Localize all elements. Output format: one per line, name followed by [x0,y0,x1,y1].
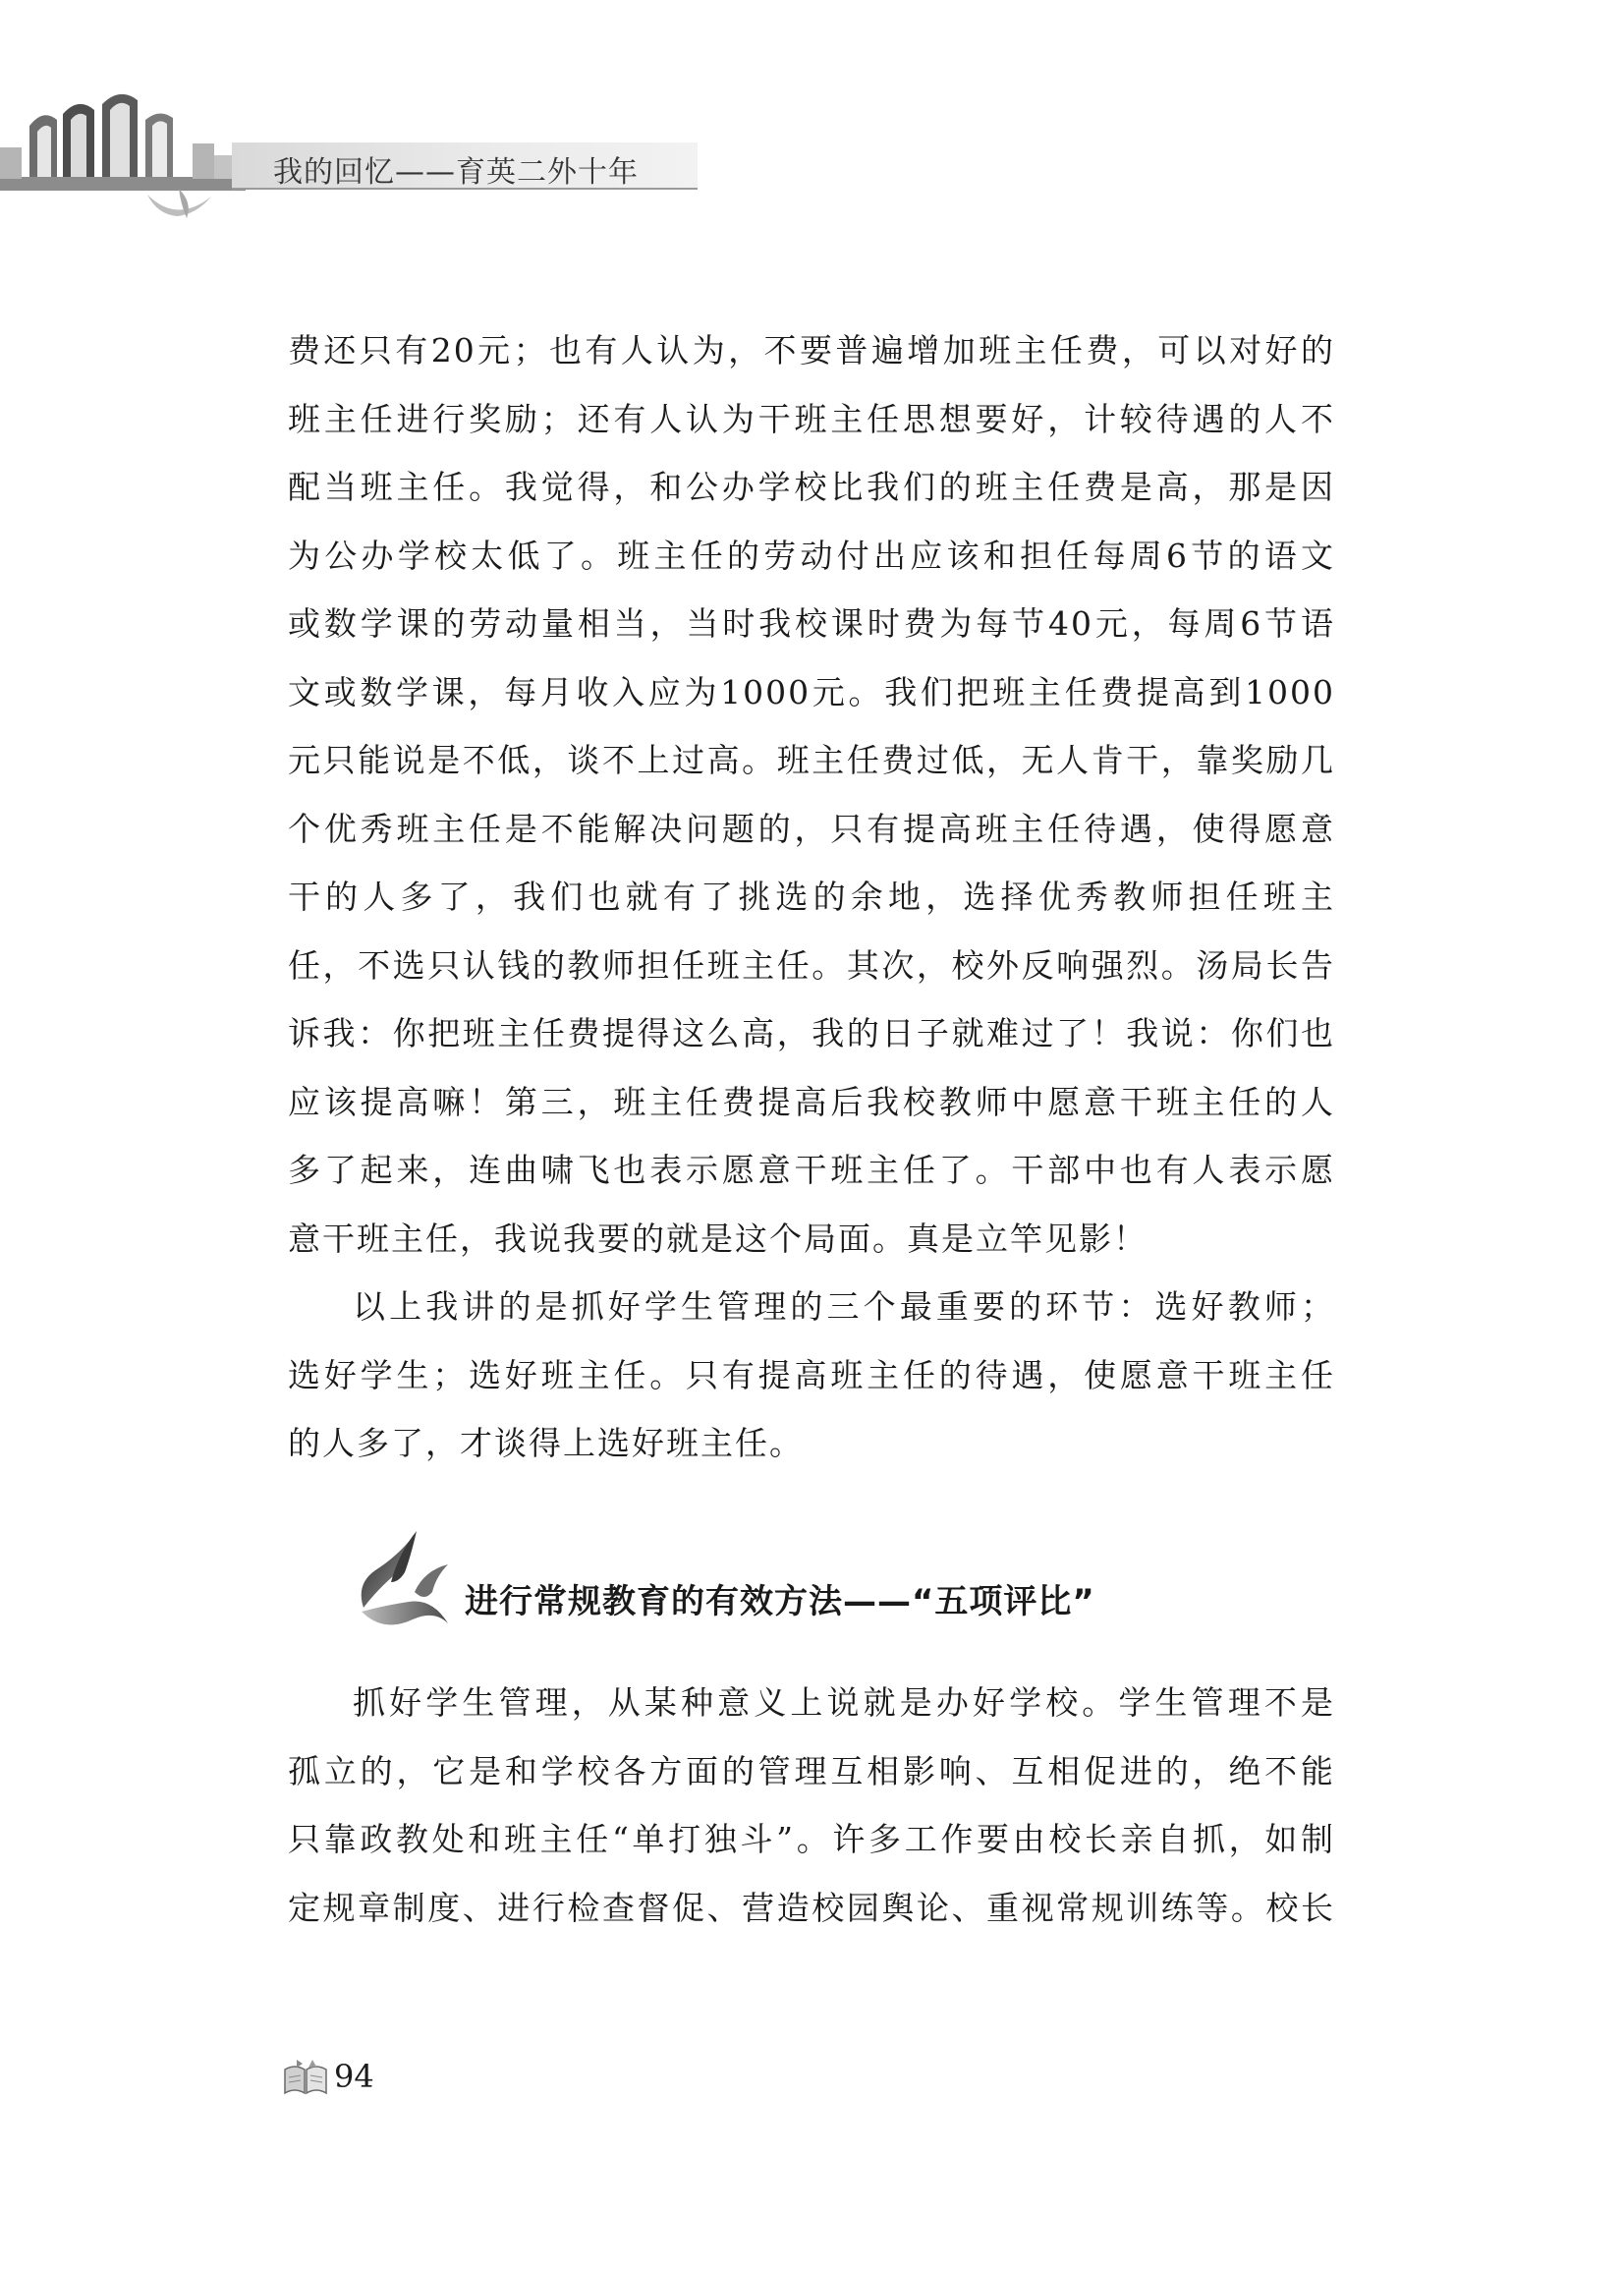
text-line: 文或数学课，每月收入应为1000元。我们把班主任费提高到1000 [288,672,1335,711]
text-line: 元只能说是不低，谈不上过高。班主任费过低，无人肯干，靠奖励几 [288,741,1335,779]
text-line: 费还只有20元；也有人认为，不要普遍增加班主任费，可以对好的 [288,331,1335,369]
running-header [0,0,707,236]
section-body-text [288,1669,1335,1942]
open-book-icon [283,2058,328,2097]
text-line: 诉我：你把班主任费提得这么高，我的日子就难过了！我说：你们也 [288,1014,1335,1052]
text-line: 或数学课的劳动量相当，当时我校课时费为每节40元，每周6节语 [288,604,1335,643]
text-line: 个优秀班主任是不能解决问题的，只有提高班主任待遇，使得愿意 [288,809,1335,848]
running-header-title: 我的回忆——育英二外十年 [273,155,639,190]
text-line: 意干班主任，我说我要的就是这个局面。真是立竿见影！ [288,1219,1148,1258]
section-title: 进行常规教育的有效方法——“五项评比” [465,1582,1095,1621]
section-heading [354,1513,1238,1651]
swirl-petal-icon [354,1513,462,1651]
text-line: 抓好学生管理，从某种意义上说就是办好学校。学生管理不是 [353,1683,1335,1722]
city-skyline-icon [0,86,246,224]
text-line: 配当班主任。我觉得，和公办学校比我们的班主任费是高，那是因 [288,468,1335,506]
page-number: 94 [334,2058,374,2095]
text-line: 任，不选只认钱的教师担任班主任。其次，校外反响强烈。汤局长告 [288,945,1335,985]
text-line: 班主任进行奖励；还有人认为干班主任思想要好，计较待遇的人不 [288,399,1335,438]
page-footer [283,2054,479,2103]
text-line: 以上我讲的是抓好学生管理的三个最重要的环节：选好教师； [353,1287,1335,1326]
text-line: 为公办学校太低了。班主任的劳动付出应该和担任每周6节的语文 [288,536,1335,575]
body-text [288,316,1335,1478]
text-line: 应该提高嘛！第三，班主任费提高后我校教师中愿意干班主任的人 [288,1082,1335,1121]
text-line: 选好学生；选好班主任。只有提高班主任的待遇，使愿意干班主任 [288,1355,1335,1394]
text-line: 干的人多了，我们也就有了挑选的余地，选择优秀教师担任班主 [288,878,1335,916]
text-line: 多了起来，连曲啸飞也表示愿意干班主任了。干部中也有人表示愿 [288,1151,1335,1189]
text-line: 定规章制度、进行检查督促、营造校园舆论、重视常规训练等。校长 [288,1888,1335,1927]
text-line: 只靠政教处和班主任“单打独斗”。许多工作要由校长亲自抓，如制 [288,1820,1335,1858]
text-line: 孤立的，它是和学校各方面的管理互相影响、互相促进的，绝不能 [288,1751,1335,1790]
text-line: 的人多了，才谈得上选好班主任。 [288,1424,804,1462]
